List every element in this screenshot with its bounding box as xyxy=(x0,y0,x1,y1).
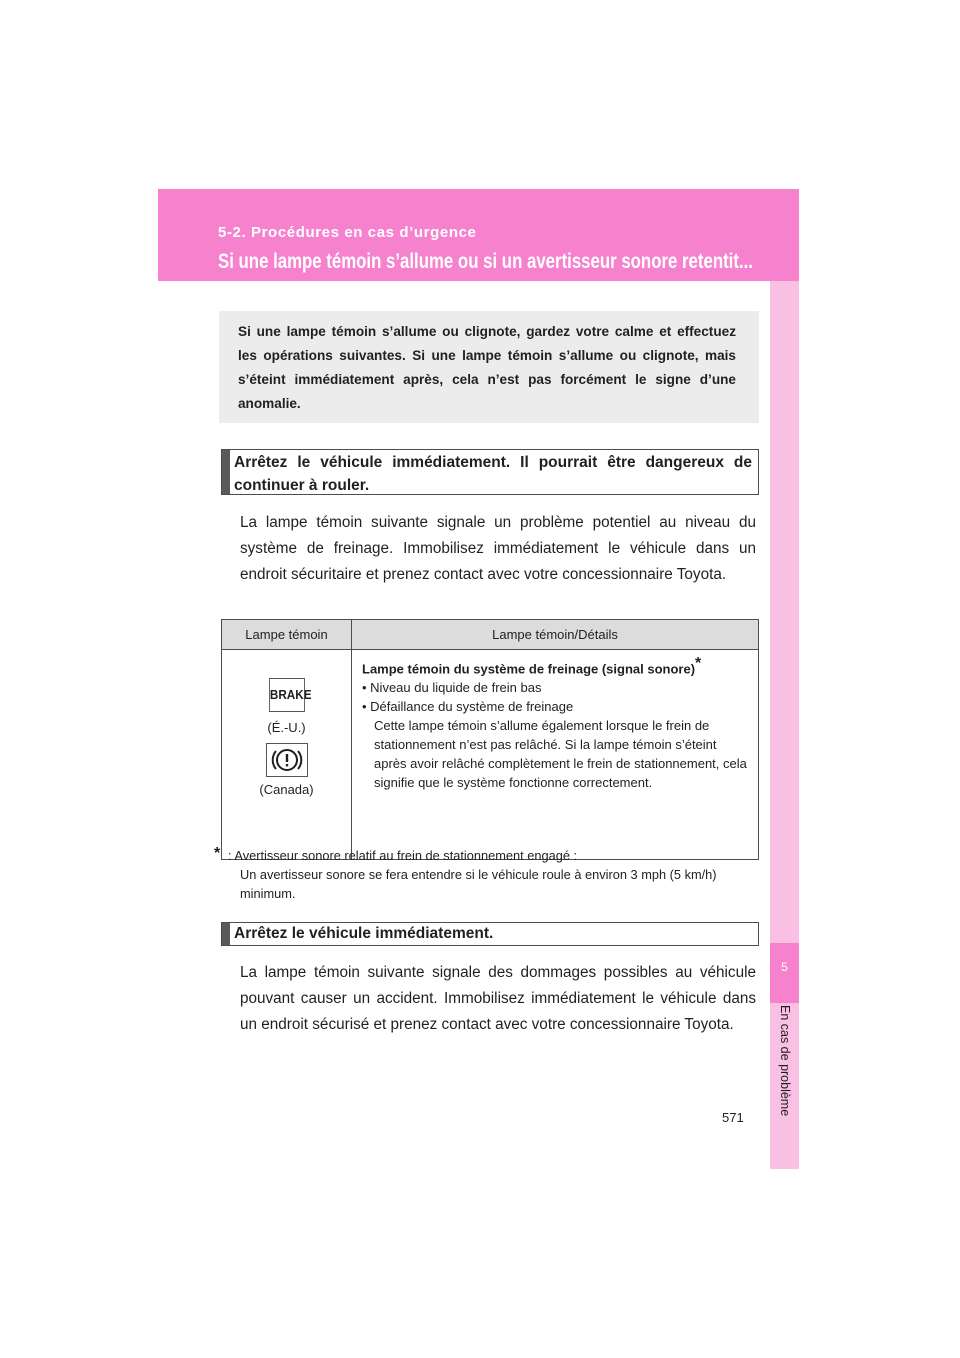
icon-caption-us: (É.-U.) xyxy=(267,720,306,735)
lamp-icon-cell xyxy=(222,650,352,860)
heading-bar xyxy=(222,450,230,494)
section-heading-2-text: Arrêtez le véhicule immédiatement. xyxy=(234,925,494,942)
chapter-number: 5 xyxy=(781,960,788,974)
detail-bullet-2-note: Cette lampe témoin s’allume également lorsque le frein de stationnement n’est pas relâché. Si la lampe témoin s’éteint après avoir relâché complètement le frein de stationnement, cela signifie que le système fonctionne correctement. xyxy=(374,718,747,791)
section-heading-1 xyxy=(221,449,759,495)
footnote-marker: * xyxy=(214,845,221,862)
section-1-paragraph: La lampe témoin suivante signale un problème potentiel au niveau du système de freinage. Immobilisez immédiatement le véhicule dans un endroit sécuritaire et prenez contact avec votre concessionnaire Toyota. xyxy=(240,514,756,583)
section-heading-1-text: Arrêtez le véhicule immédiatement. Il pourrait être dangereux de continuer à rouler. xyxy=(234,454,752,494)
table-header-row xyxy=(222,620,759,650)
brake-exclamation-icon xyxy=(266,743,308,777)
page-number: 571 xyxy=(722,1110,744,1125)
table-row xyxy=(222,650,759,860)
column-header-lamp: Lampe témoin xyxy=(222,620,352,650)
intro-text: Si une lampe témoin s’allume ou clignote, gardez votre calme et effectuez les opérations suivantes. Si une lampe témoin s’allume ou clignote, mais s’éteint immédiatement après, cela n’est pas forcément le signe d’une anomalie. xyxy=(238,324,736,411)
detail-title: Lampe témoin du système de freinage (signal sonore)* xyxy=(362,655,702,677)
column-header-details: Lampe témoin/Détails xyxy=(352,620,759,650)
warning-lamp-table xyxy=(221,619,759,860)
section-heading-2 xyxy=(221,922,759,946)
heading-bar xyxy=(222,923,230,945)
section-label: 5-2. Procédures en cas d’urgence xyxy=(218,224,477,241)
detail-bullet-2: • Défaillance du système de freinage xyxy=(362,699,574,715)
section-2-paragraph: La lampe témoin suivante signale des dommages possibles au véhicule pouvant causer un accident. Immobilisez immédiatement le véhicule dans un endroit sécurisé et prenez contact avec votre concessionnaire Toyota. xyxy=(240,964,756,1033)
icon-caption-canada: (Canada) xyxy=(259,782,314,797)
lamp-details-cell xyxy=(352,650,759,860)
detail-footnote-marker: * xyxy=(695,655,702,672)
chapter-title: Si une lampe témoin s’allume ou si un avertisseur sonore retentit... xyxy=(218,250,753,273)
chapter-label: En cas de problème xyxy=(778,1005,792,1117)
footnote-text-2: Un avertisseur sonore se fera entendre si le véhicule roule à environ 3 mph (5 km/h) minimum. xyxy=(240,867,717,901)
footnote-text: : Avertisseur sonore relatif au frein de stationnement engagé : xyxy=(228,848,578,863)
detail-bullet-1: • Niveau du liquide de frein bas xyxy=(362,680,542,696)
brake-warning-icon: BRAKE xyxy=(269,678,305,712)
